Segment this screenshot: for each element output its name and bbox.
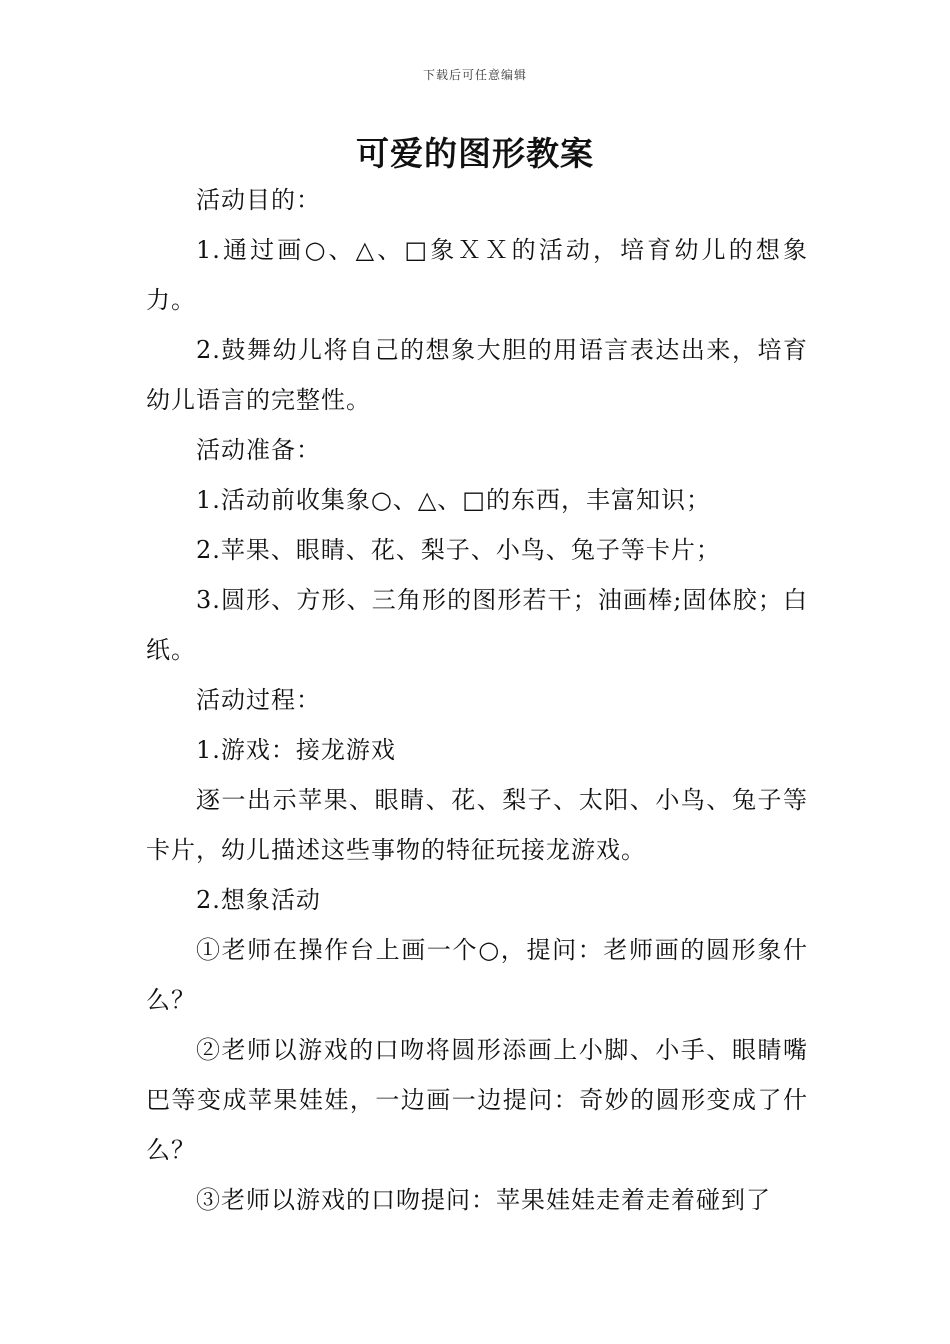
paragraph: 2.鼓舞幼儿将自己的想象大胆的用语言表达出来，培育幼儿语言的完整性。	[146, 336, 808, 414]
section-heading-goals: 活动目的：	[196, 186, 321, 214]
section-heading-process: 活动过程：	[196, 686, 321, 714]
paragraph: 1.游戏：接龙游戏	[196, 736, 396, 764]
document-title: 可爱的图形教案	[356, 134, 594, 173]
paragraph: 逐一出示苹果、眼睛、花、梨子、太阳、小鸟、兔子等卡片，幼儿描述这些事物的特征玩接龙游戏。	[146, 786, 808, 864]
paragraph: ①老师在操作台上画一个○，提问：老师画的圆形象什么？	[146, 936, 808, 1014]
paragraph: 1.活动前收集象○、△、□的东西，丰富知识；	[196, 486, 711, 514]
section-heading-preparation: 活动准备：	[196, 436, 321, 464]
paragraph: 3.圆形、方形、三角形的图形若干；油画棒;固体胶；白纸。	[146, 586, 808, 664]
paragraph: ②老师以游戏的口吻将圆形添画上小脚、小手、眼睛嘴巴等变成苹果娃娃，一边画一边提问：奇妙的圆形变成了什么？	[146, 1036, 808, 1164]
header-note: 下载后可任意编辑	[422, 68, 527, 82]
document-body	[146, 175, 808, 1225]
paragraph: 1.通过画○、△、□象ＸＸ的活动，培育幼儿的想象力。	[146, 236, 808, 314]
paragraph: ③老师以游戏的口吻提问：苹果娃娃走着走着碰到了	[196, 1186, 771, 1214]
paragraph: 2.想象活动	[196, 886, 321, 914]
paragraph: 2.苹果、眼睛、花、梨子、小鸟、兔子等卡片；	[196, 536, 721, 564]
